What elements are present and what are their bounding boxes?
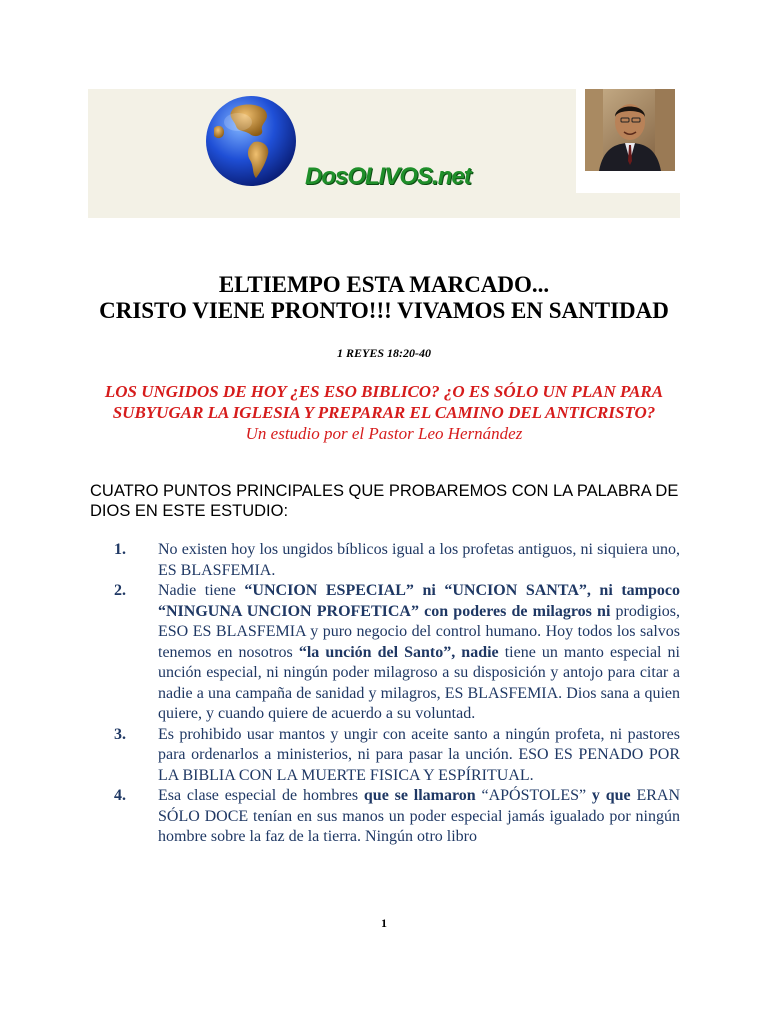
text-segment: “APÓSTOLES” [475,787,592,804]
text-segment: Nadie tiene [158,582,245,599]
subtitle-line-1: LOS UNGIDOS DE HOY ¿ES ESO BIBLICO? ¿O ES SÓLO UN PLAN PARA [104,382,664,401]
list-item [114,725,680,787]
text-segment: No existen hoy los ungidos bíblicos igual a los profetas antiguos, ni siquiera uno, ES BLASFEMIA. [158,541,680,579]
subtitle-line-2: SUBYUGAR LA IGLESIA Y PREPARAR EL CAMINO DEL ANTICRISTO? [112,403,656,422]
text-segment: prodigios, ESO ES BLASFEMIA y puro negocio del control humano. Hoy todos los salvos tenemos en nosotros [158,602,680,661]
list-item [114,540,680,581]
site-name-logo[interactable]: DosOLIVOS.net [305,163,471,190]
list-item [114,786,680,848]
list-item-text [158,725,680,787]
page-title-line-1: ELTIEMPO ESTA MARCADO... [218,272,550,297]
text-segment: Es prohibido usar mantos y ungir con aceite santo a ningún profeta, ni pastores para ordenarlos a ministerios, ni para pasar la unción. ESO ES PENADO POR LA BIBLIA CON LA MUERTE FISICA Y ESPÍRITUAL. [158,725,680,784]
bible-reference: 1 REYES 18:20-40 [336,346,431,360]
bold-text-segment: “la unción del Santo”, nadie [298,643,499,661]
list-item-text [158,581,680,725]
pastor-photo [585,89,675,171]
bold-text-segment: que se llamaron [363,787,476,804]
points-list [114,540,680,848]
list-item-number: 3. [114,725,126,743]
byline: Un estudio por el Pastor Leo Hernández [245,424,523,443]
list-item-number: 4. [114,787,126,804]
text-segment: ERAN SÓLO DOCE tenían en sus manos un poder especial jamás igualado por ningún hombre sobre la faz de la tierra. Ningún otro libro [158,787,681,845]
globe-icon [204,94,298,188]
list-item-number: 2. [114,582,126,599]
list-item-text [158,540,680,581]
list-item [114,581,680,725]
text-segment: Esa clase especial de hombres [158,787,364,804]
page-title-line-2: CRISTO VIENE PRONTO!!! VIVAMOS EN SANTIDAD [99,298,669,323]
text-segment: tiene un manto especial ni unción especial, ni ningún poder milagroso a su disposición y antojo para citar a nadie a una campaña de sanidad y milagros, ES BLASFEMIA. Dios sana a quien quiere, y cuando quiere de acuerdo a su voluntad. [158,643,680,722]
intro-paragraph: CUATRO PUNTOS PRINCIPALES QUE PROBAREMOS CON LA PALABRA DE DIOS EN ESTE ESTUDIO: [90,482,679,520]
list-item-text [158,786,680,848]
bold-text-segment: y que [591,787,631,804]
bold-text-segment: “UNCION ESPECIAL” ni “UNCION SANTA”, ni tampoco “NINGUNA UNCION PROFETICA” con poderes de milagros ni [158,582,680,620]
list-item-number: 1. [114,541,126,558]
page-number: 1 [381,916,387,930]
